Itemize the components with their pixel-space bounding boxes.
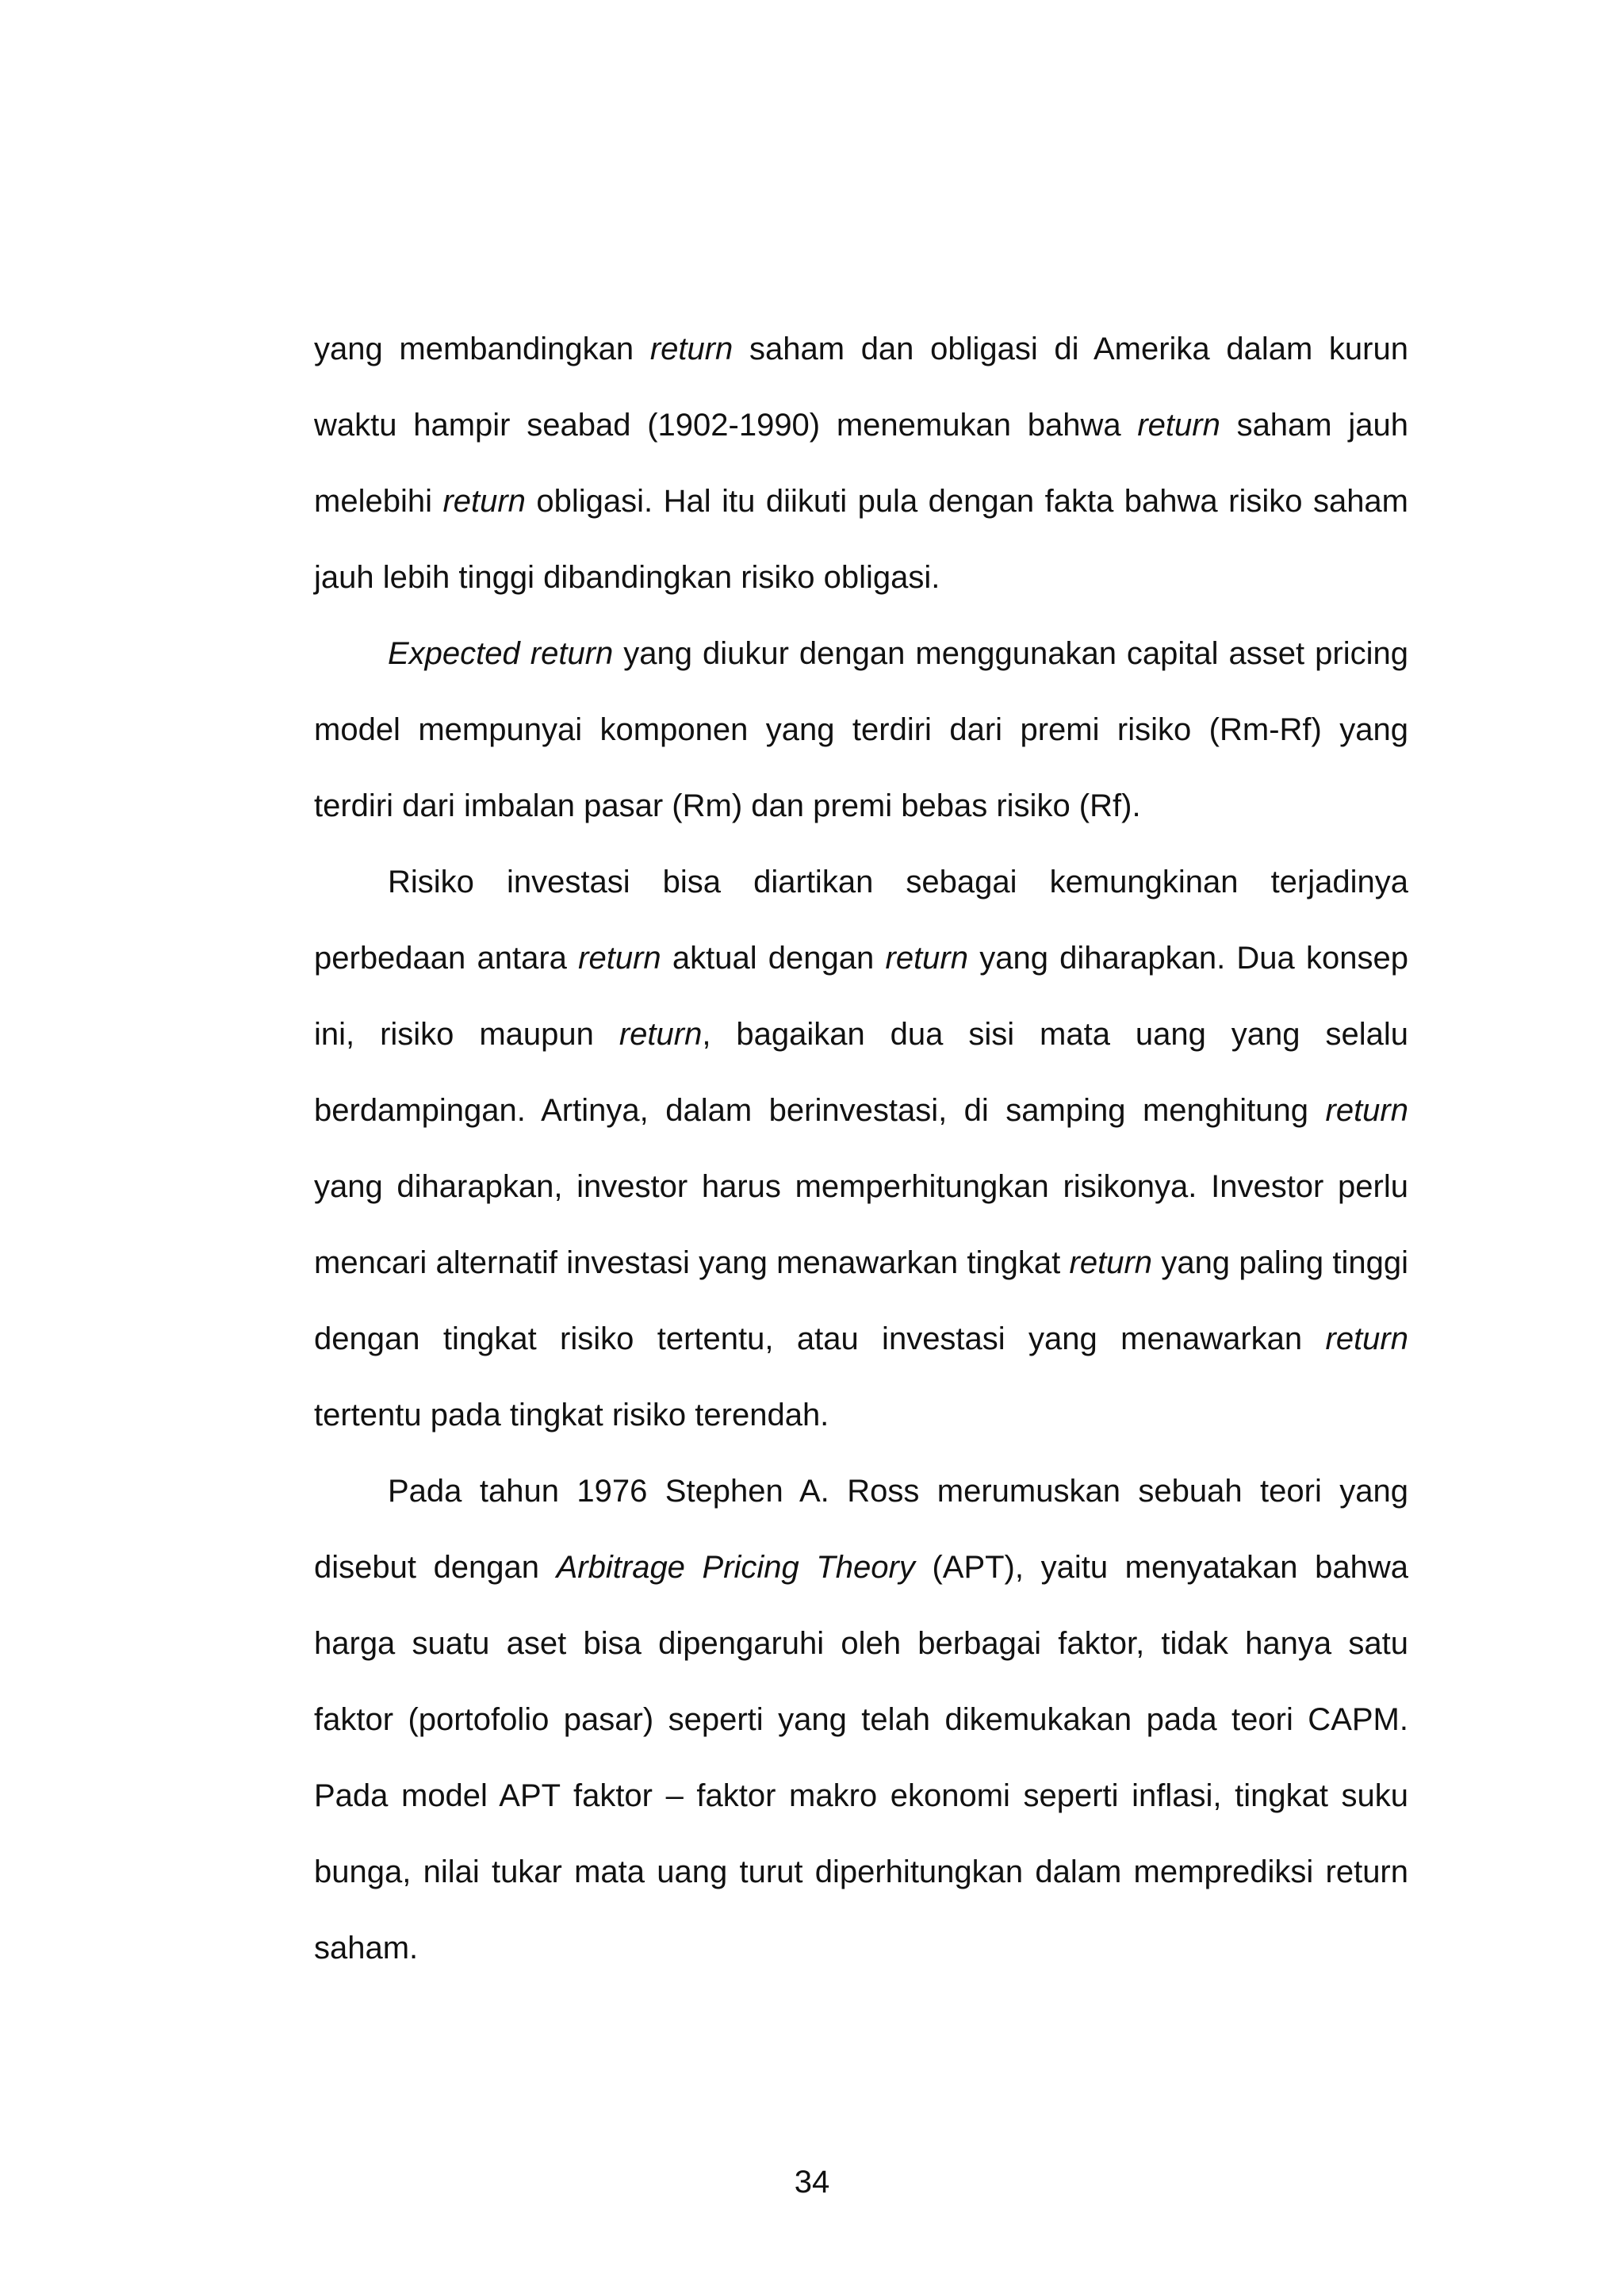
paragraph-text: Pada tahun 1976 Stephen A. Ross merumuskan sebuah teori yang disebut dengan bbox=[314, 1474, 1408, 1585]
paragraph-text: yang diharapkan. Dua konsep ini, risiko maupun bbox=[314, 941, 1408, 1052]
paragraph-text: yang diharapkan, investor harus memperhitungkan risikonya. Investor perlu mencari alternatif investasi yang menawarkan tingkat bbox=[314, 1169, 1408, 1280]
italic-term: return bbox=[578, 941, 661, 976]
italic-term: return bbox=[442, 484, 526, 519]
paragraph-text: Risiko investasi bisa diartikan sebagai kemungkinan terjadinya perbedaan antara bbox=[314, 865, 1408, 976]
italic-term: return bbox=[1137, 408, 1220, 443]
paragraph-text: aktual dengan bbox=[661, 941, 886, 976]
paragraph-text: (APT), yaitu menyatakan bahwa harga suatu aset bisa dipengaruhi oleh berbagai faktor, tidak hanya satu faktor (portofolio pasar) seperti yang telah dikemukakan pada teori CAPM. Pada model APT faktor – faktor makro ekonomi seperti inflasi, tingkat suku bunga, nilai tukar mata uang turut diperhitungkan dalam memprediksi return saham. bbox=[314, 1550, 1408, 1966]
italic-term: Expected return bbox=[388, 636, 614, 671]
paragraph-1 bbox=[314, 311, 1408, 616]
italic-term: Arbitrage Pricing Theory bbox=[556, 1550, 915, 1585]
italic-term: return bbox=[649, 332, 733, 366]
paragraph-text: yang membandingkan bbox=[314, 332, 650, 366]
paragraph-3 bbox=[314, 844, 1408, 1453]
paragraph-text: yang diukur dengan menggunakan capital asset pricing model mempunyai komponen yang terdiri dari premi risiko (Rm-Rf) yang terdiri dari imbalan pasar (Rm) dan premi bebas risiko (Rf). bbox=[314, 636, 1408, 823]
italic-term: return bbox=[1325, 1093, 1408, 1128]
paragraph-text: yang paling tinggi dengan tingkat risiko tertentu, atau investasi yang menawarkan bbox=[314, 1245, 1408, 1356]
italic-term: return bbox=[1069, 1245, 1153, 1280]
paragraph-text: obligasi. Hal itu diikuti pula dengan fakta bahwa risiko saham jauh lebih tinggi dibandingkan risiko obligasi. bbox=[314, 484, 1409, 595]
paragraph-text: , bagaikan dua sisi mata uang yang selalu berdampingan. Artinya, dalam berinvestasi, di samping menghitung bbox=[314, 1017, 1408, 1128]
italic-term: return bbox=[619, 1017, 703, 1052]
italic-term: return bbox=[885, 941, 968, 976]
paragraph-text: saham jauh melebihi bbox=[314, 408, 1408, 519]
paragraph-4 bbox=[314, 1453, 1408, 1986]
page-number: 34 bbox=[794, 2165, 830, 2200]
paragraph-text: tertentu pada tingkat risiko terendah. bbox=[314, 1398, 829, 1432]
paragraph-text: saham dan obligasi di Amerika dalam kurun waktu hampir seabad (1902-1990) menemukan bahwa bbox=[314, 332, 1408, 443]
italic-term: return bbox=[1325, 1321, 1408, 1356]
body-text bbox=[314, 311, 1408, 1986]
paragraph-2 bbox=[314, 616, 1408, 844]
